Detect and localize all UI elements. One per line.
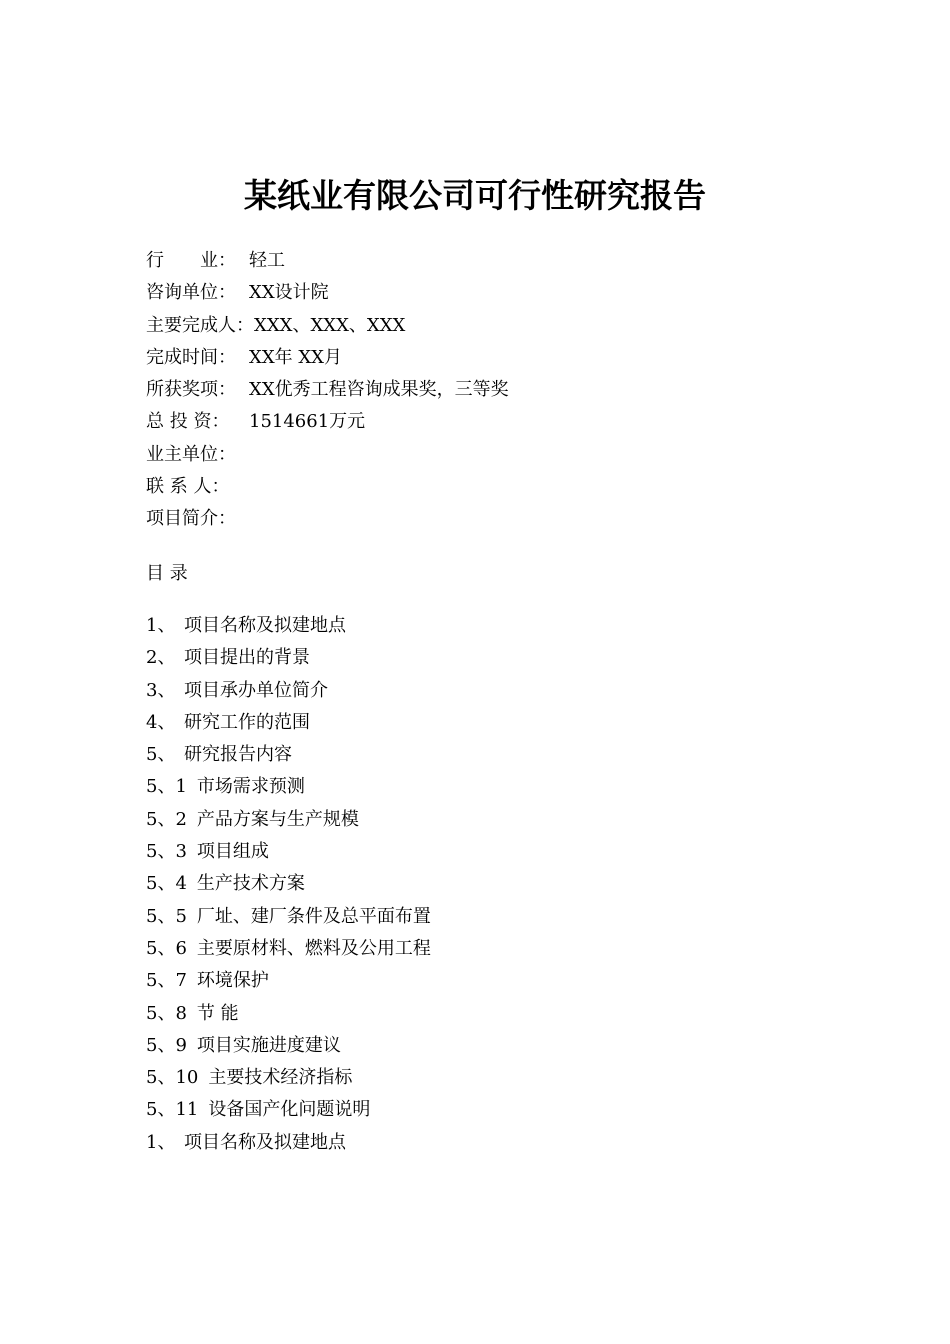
info-label: 主要完成人： xyxy=(146,314,254,336)
toc-item xyxy=(146,836,846,868)
info-row-total-investment xyxy=(146,406,846,438)
toc-item-number: 5、4 xyxy=(146,873,187,895)
toc-item-number: 1、 xyxy=(146,1131,176,1153)
toc-item-number: 5、9 xyxy=(146,1034,187,1056)
toc-item-text: 设备国产化问题说明 xyxy=(208,1099,371,1121)
toc-item-number: 5、6 xyxy=(146,937,187,959)
toc-item xyxy=(146,1030,846,1062)
info-row-project-summary xyxy=(146,503,846,535)
toc-item xyxy=(146,933,846,965)
document-title: 某纸业有限公司可行性研究报告 xyxy=(244,176,706,216)
info-row-contact xyxy=(146,471,846,503)
toc-item-number: 5、 xyxy=(146,744,176,766)
toc-item-number: 2、 xyxy=(146,647,176,669)
toc-item xyxy=(146,610,846,642)
toc-item-text: 市场需求预测 xyxy=(196,776,305,798)
toc-item-text: 研究工作的范围 xyxy=(184,711,310,733)
info-label: 总 投 资： xyxy=(146,411,230,433)
toc-item-number: 5、8 xyxy=(146,1002,187,1024)
toc-item-text: 产品方案与生产规模 xyxy=(196,808,359,830)
info-value: XX设计院 xyxy=(249,282,329,304)
toc-item-number: 4、 xyxy=(146,711,176,733)
info-label: 完成时间： xyxy=(146,346,236,368)
toc-item-number: 5、1 xyxy=(146,776,187,798)
info-row-industry xyxy=(146,245,846,277)
toc-item xyxy=(146,965,846,997)
toc-item-text: 项目名称及拟建地点 xyxy=(184,1131,346,1153)
toc-item-text: 主要技术经济指标 xyxy=(208,1067,353,1089)
info-label: 所获奖项： xyxy=(146,379,236,401)
info-value: XX优秀工程咨询成果奖，三等奖 xyxy=(249,379,509,401)
toc-item xyxy=(146,707,846,739)
info-label: 联 系 人： xyxy=(146,476,230,498)
toc-item xyxy=(146,1062,846,1094)
table-of-contents xyxy=(146,610,846,1159)
toc-item-text: 生产技术方案 xyxy=(196,873,305,895)
toc-item-number: 1、 xyxy=(146,615,176,636)
info-value: 1514661万元 xyxy=(249,411,366,433)
toc-item-number: 3、 xyxy=(146,679,176,701)
toc-item xyxy=(146,868,846,900)
info-value: XXX、XXX、XXX xyxy=(254,314,406,336)
toc-item-text: 研究报告内容 xyxy=(184,744,292,766)
info-row-main-authors xyxy=(146,310,846,342)
toc-item-text: 主要原材料、燃料及公用工程 xyxy=(196,937,431,959)
toc-item xyxy=(146,1127,846,1159)
toc-item-text: 项目组成 xyxy=(196,841,269,863)
toc-item xyxy=(146,739,846,771)
toc-item-number: 5、11 xyxy=(146,1099,199,1121)
toc-item-number: 5、7 xyxy=(146,970,187,992)
info-label: 业主单位： xyxy=(146,443,236,465)
info-row-completion-time xyxy=(146,342,846,374)
info-label: 咨询单位： xyxy=(146,282,236,304)
toc-item xyxy=(146,642,846,674)
toc-item-text: 项目承办单位简介 xyxy=(184,679,328,701)
toc-item xyxy=(146,998,846,1030)
toc-item-number: 5、5 xyxy=(146,905,187,927)
toc-item xyxy=(146,1094,846,1126)
toc-item-text: 环境保护 xyxy=(196,970,269,992)
info-row-awards xyxy=(146,374,846,406)
toc-item-number: 5、2 xyxy=(146,808,187,830)
info-label: 项目简介： xyxy=(146,508,236,530)
toc-item-text: 节 能 xyxy=(196,1002,239,1024)
toc-item-number: 5、10 xyxy=(146,1067,199,1089)
project-info xyxy=(146,245,846,536)
info-label: 行 业： xyxy=(146,250,236,271)
toc-item xyxy=(146,771,846,803)
info-row-owner-unit xyxy=(146,439,846,471)
info-row-consulting-unit xyxy=(146,277,846,309)
toc-item-text: 项目名称及拟建地点 xyxy=(184,615,346,636)
info-value: 轻工 xyxy=(249,250,285,271)
info-value: XX年 XX月 xyxy=(249,346,342,368)
toc-item-text: 项目实施进度建议 xyxy=(196,1034,341,1056)
toc-item-number: 5、3 xyxy=(146,841,187,863)
toc-heading: 目 录 xyxy=(146,563,188,584)
toc-item xyxy=(146,804,846,836)
toc-item xyxy=(146,901,846,933)
toc-item xyxy=(146,675,846,707)
toc-item-text: 厂址、建厂条件及总平面布置 xyxy=(196,905,431,927)
toc-item-text: 项目提出的背景 xyxy=(184,647,310,669)
